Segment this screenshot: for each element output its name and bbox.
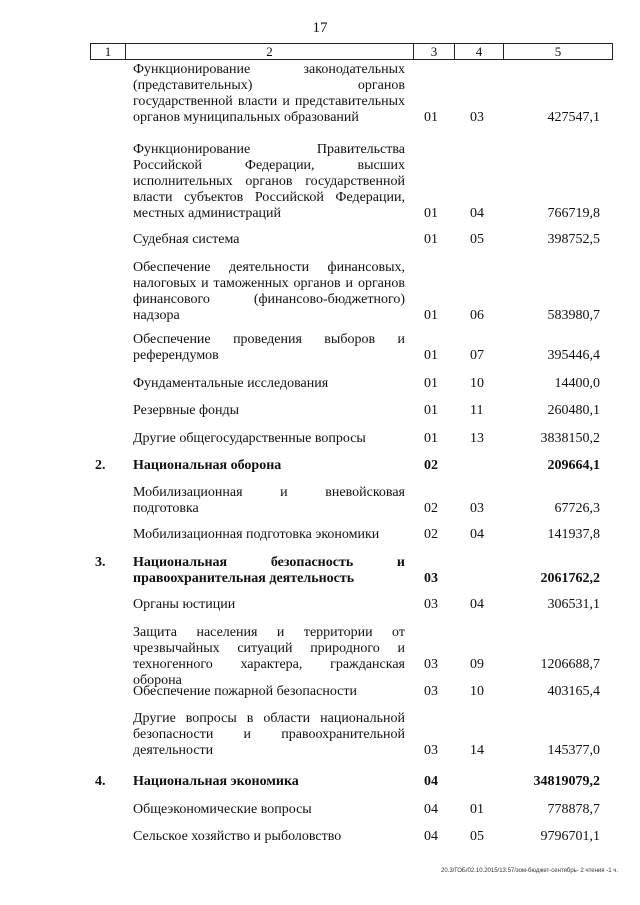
row-section: 02	[424, 458, 438, 473]
row-amount: 1206688,7	[540, 657, 600, 672]
row-subsection: 05	[470, 829, 484, 844]
table-row	[0, 142, 640, 222]
row-subsection: 10	[470, 684, 484, 699]
table-row	[0, 802, 640, 818]
row-section: 01	[424, 403, 438, 418]
table-row	[0, 431, 640, 447]
row-subsection: 04	[470, 206, 484, 221]
row-section: 04	[424, 774, 438, 789]
section-row	[0, 555, 640, 587]
row-amount: 398752,5	[547, 232, 600, 247]
row-subsection: 14	[470, 743, 484, 758]
table-row	[0, 625, 640, 688]
table-row	[0, 376, 640, 392]
row-amount: 306531,1	[547, 597, 600, 612]
header-col-4: 4	[455, 44, 504, 59]
section-title: Национальная безопасность и правоохранительная деятельность	[133, 555, 405, 586]
row-section: 03	[424, 657, 438, 672]
row-subsection: 04	[470, 527, 484, 542]
row-subsection: 05	[470, 232, 484, 247]
row-section: 04	[424, 829, 438, 844]
row-amount: 2061762,2	[540, 571, 600, 586]
row-subsection: 07	[470, 348, 484, 363]
row-subsection: 13	[470, 431, 484, 446]
row-amount: 427547,1	[547, 110, 600, 125]
row-text: Обеспечение пожарной безопасности	[133, 684, 358, 699]
row-text: Судебная система	[133, 232, 240, 247]
row-section: 01	[424, 348, 438, 363]
table-header	[90, 43, 613, 60]
row-amount: 141937,8	[547, 527, 600, 542]
row-text: Общеэкономические вопросы	[133, 802, 312, 817]
row-text: Обеспечение деятельности финансовых, налоговых и таможенных органов и органов финансового (финансово-бюджетного) надзора	[133, 260, 405, 323]
section-title: Национальная экономика	[133, 774, 299, 789]
table-row	[0, 597, 640, 613]
table-row	[0, 829, 640, 845]
row-text: Органы юстиции	[133, 597, 236, 612]
row-amount: 766719,8	[547, 206, 600, 221]
row-subsection: 03	[470, 110, 484, 125]
table-row	[0, 684, 640, 700]
page-number: 17	[312, 20, 328, 36]
row-text: Защита населения и территории от чрезвычайных ситуаций природного и техногенного характера, гражданская оборона	[133, 625, 405, 688]
row-amount: 395446,4	[547, 348, 600, 363]
row-subsection: 03	[470, 501, 484, 516]
table-row	[0, 332, 640, 364]
row-text: Другие вопросы в области национальной безопасности и правоохранительной деятельности	[133, 711, 405, 758]
row-subsection: 06	[470, 308, 484, 323]
row-section: 01	[424, 308, 438, 323]
row-section: 01	[424, 431, 438, 446]
section-number: 2.	[95, 458, 106, 473]
row-text: Резервные фонды	[133, 403, 240, 418]
row-amount: 778878,7	[547, 802, 600, 817]
row-subsection: 11	[470, 403, 484, 418]
row-subsection: 01	[470, 802, 484, 817]
row-section: 03	[424, 743, 438, 758]
row-section: 04	[424, 802, 438, 817]
row-text: Сельское хозяйство и рыболовство	[133, 829, 342, 844]
table-row	[0, 62, 640, 126]
row-text: Обеспечение проведения выборов и референдумов	[133, 332, 405, 363]
header-col-1: 1	[91, 44, 126, 59]
row-amount: 34819079,2	[533, 774, 600, 789]
row-text: Функционирование Правительства Российской Федерации, высших исполнительных органов государственной власти субъектов Российской Федерации, местных администраций	[133, 142, 405, 221]
row-section: 03	[424, 684, 438, 699]
row-text: Мобилизационная подготовка экономики	[133, 527, 380, 542]
row-text: Фундаментальные исследования	[133, 376, 329, 391]
table-row	[0, 403, 640, 419]
footer-file-path: 20.3/ГОБ/02.10.2015/13:57/зом-бюджет-сентябрь- 2 чтения -1 ч.	[441, 868, 618, 874]
table-row	[0, 711, 640, 759]
section-number: 3.	[95, 555, 106, 570]
row-section: 03	[424, 597, 438, 612]
row-amount: 14400,0	[554, 376, 600, 391]
row-amount: 145377,0	[547, 743, 600, 758]
section-number: 4.	[95, 774, 106, 789]
table-row	[0, 232, 640, 248]
section-row	[0, 774, 640, 790]
row-subsection: 10	[470, 376, 484, 391]
row-amount: 3838150,2	[540, 431, 600, 446]
table-row	[0, 260, 640, 324]
row-amount: 260480,1	[547, 403, 600, 418]
header-col-2: 2	[126, 44, 414, 59]
row-amount: 67726,3	[554, 501, 600, 516]
row-subsection: 09	[470, 657, 484, 672]
row-section: 02	[424, 527, 438, 542]
row-amount: 209664,1	[547, 458, 600, 473]
row-section: 01	[424, 232, 438, 247]
table-row	[0, 527, 640, 543]
row-text: Мобилизационная и вневойсковая подготовка	[133, 485, 405, 516]
row-section: 01	[424, 376, 438, 391]
row-text: Другие общегосударственные вопросы	[133, 431, 366, 446]
row-amount: 583980,7	[547, 308, 600, 323]
row-subsection: 04	[470, 597, 484, 612]
row-text: Функционирование законодательных (представительных) органов государственной власти и представительных органов муниципальных образований	[133, 62, 405, 125]
row-section: 01	[424, 206, 438, 221]
row-section: 02	[424, 501, 438, 516]
row-amount: 9796701,1	[540, 829, 600, 844]
row-amount: 403165,4	[547, 684, 600, 699]
table-row	[0, 485, 640, 517]
header-col-5: 5	[554, 44, 562, 59]
section-title: Национальная оборона	[133, 458, 282, 473]
row-section: 03	[424, 571, 438, 586]
header-col-3: 3	[414, 44, 455, 59]
section-row	[0, 458, 640, 474]
row-section: 01	[424, 110, 438, 125]
